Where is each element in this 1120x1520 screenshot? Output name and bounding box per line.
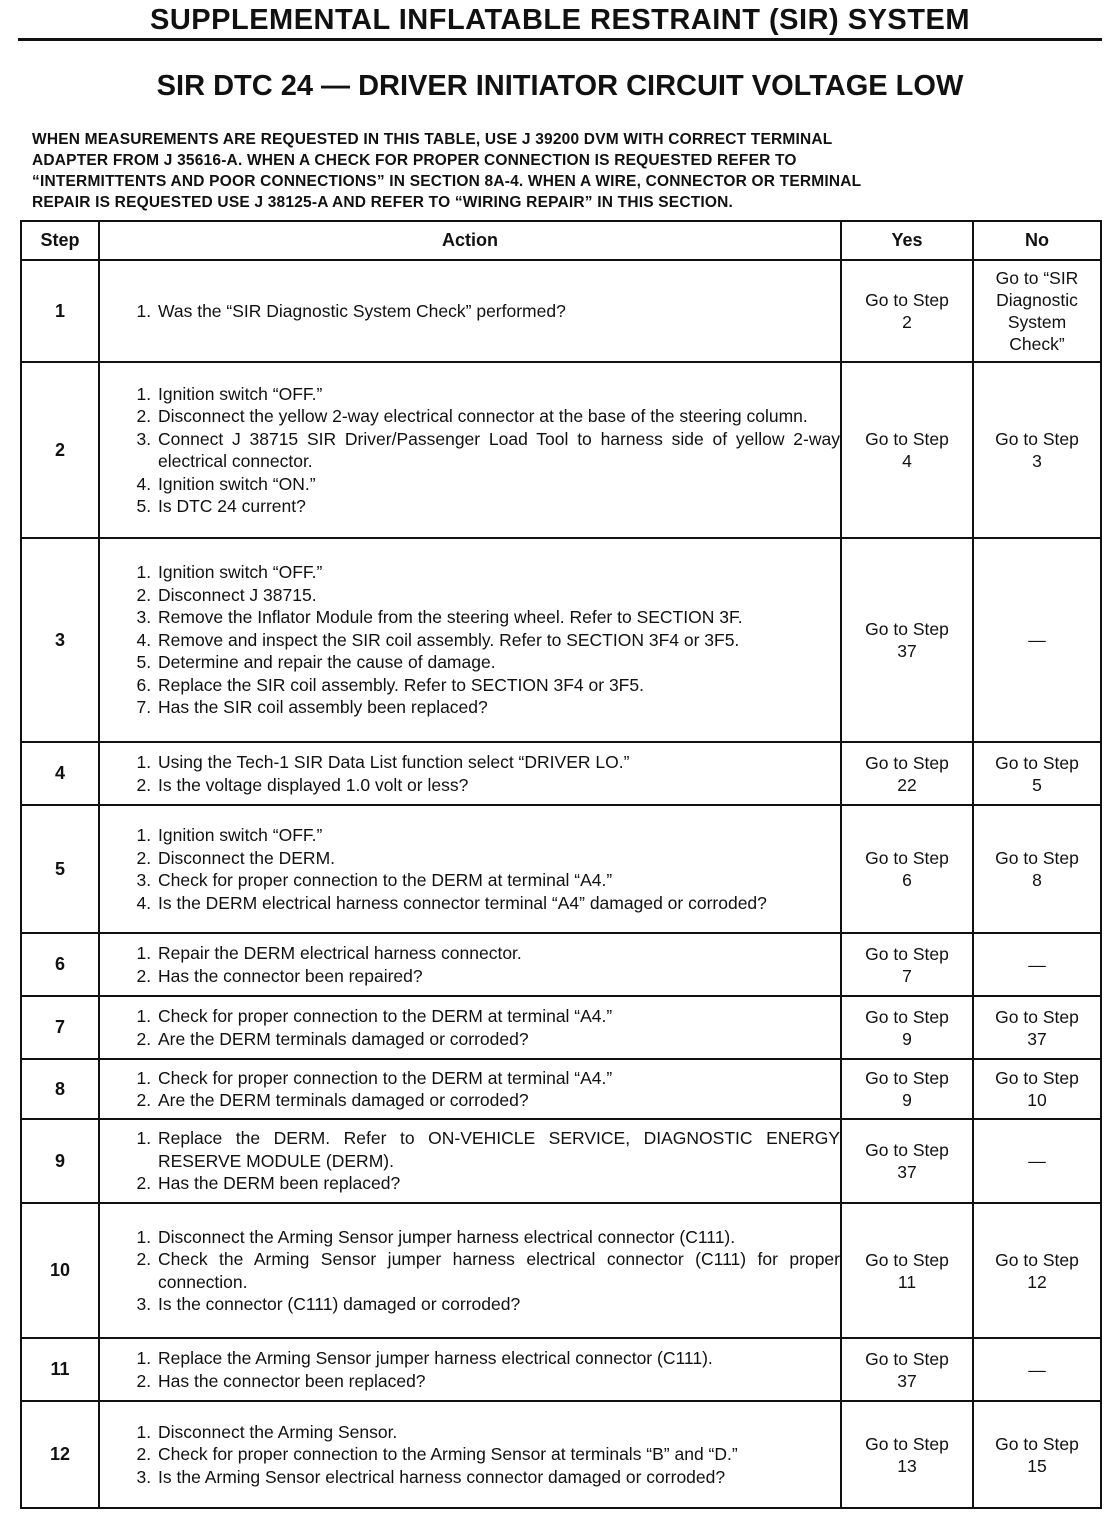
result-no-line: 12 <box>1027 1271 1047 1292</box>
action-list <box>100 1347 840 1392</box>
action-list <box>100 383 840 518</box>
step-number: 7 <box>21 996 99 1059</box>
action-item: 5. Determine and repair the cause of damage. <box>156 651 840 674</box>
diagnostic-table <box>20 220 1102 1509</box>
result-yes-line: 37 <box>897 1370 917 1391</box>
action-item: 2. Has the connector been replaced? <box>156 1370 840 1393</box>
action-item: 2. Check for proper connection to the Arming Sensor at terminals “B” and “D.” <box>156 1443 840 1466</box>
step-action <box>99 1401 841 1508</box>
result-yes <box>841 260 973 362</box>
result-yes-line: 4 <box>902 451 912 471</box>
action-item: 1. Ignition switch “OFF.” <box>156 383 840 406</box>
table-row <box>21 996 1101 1059</box>
result-no-line: 37 <box>1027 1028 1047 1049</box>
step-number: 6 <box>21 933 99 996</box>
result-yes-line: Go to Step <box>865 1068 949 1088</box>
result-no-line: Go to “SIR <box>995 268 1079 288</box>
table-row <box>21 933 1101 996</box>
result-no-line: — <box>1028 954 1046 975</box>
action-item: 5. Is DTC 24 current? <box>156 495 840 518</box>
action-item: 4. Remove and inspect the SIR coil assembly. Refer to SECTION 3F4 or 3F5. <box>156 629 840 652</box>
action-list <box>100 1067 840 1112</box>
step-action <box>99 260 841 362</box>
result-yes-line: Go to Step <box>865 1006 949 1027</box>
result-yes <box>841 1338 973 1401</box>
table-row <box>21 538 1101 742</box>
result-no <box>973 1059 1101 1119</box>
header-rule <box>18 38 1102 41</box>
instruction-line: WHEN MEASUREMENTS ARE REQUESTED IN THIS TABLE, USE J 39200 DVM WITH CORRECT TERMINAL <box>32 131 833 148</box>
action-list <box>100 824 840 914</box>
action-list <box>100 1421 840 1489</box>
result-no <box>973 933 1101 996</box>
table-header-row <box>21 221 1101 260</box>
result-yes-line: 9 <box>902 1028 912 1049</box>
page-title: SIR DTC 24 — DRIVER INITIATOR CIRCUIT VOLTAGE LOW <box>156 70 964 102</box>
result-no-line: Check” <box>1009 334 1065 354</box>
step-action <box>99 996 841 1059</box>
action-list <box>100 1226 840 1316</box>
step-action <box>99 805 841 933</box>
result-yes <box>841 1059 973 1119</box>
step-number: 3 <box>21 538 99 742</box>
result-no-line: 15 <box>1027 1455 1047 1476</box>
action-list <box>100 942 840 987</box>
step-action <box>99 1119 841 1203</box>
result-no <box>973 1203 1101 1338</box>
table-row <box>21 260 1101 362</box>
result-no <box>973 742 1101 805</box>
result-yes <box>841 1203 973 1338</box>
result-no-line: 8 <box>1032 870 1042 890</box>
result-no-line: System <box>1007 312 1067 332</box>
action-item: 1. Repair the DERM electrical harness connector. <box>156 942 840 965</box>
action-item: 1. Disconnect the Arming Sensor. <box>156 1421 840 1444</box>
result-no-line: 10 <box>1027 1090 1047 1110</box>
action-item: 4. Is the DERM electrical harness connector terminal “A4” damaged or corroded? <box>156 892 840 915</box>
action-item: 3. Connect J 38715 SIR Driver/Passenger Load Tool to harness side of yellow 2-way electrical connector. <box>156 428 840 473</box>
result-yes-line: 13 <box>897 1455 917 1476</box>
step-action <box>99 538 841 742</box>
table-row <box>21 1338 1101 1401</box>
action-item: 2. Has the DERM been replaced? <box>156 1172 840 1195</box>
result-no-line: Go to Step <box>995 429 1079 449</box>
header-step: Step <box>21 221 99 260</box>
result-no <box>973 1338 1101 1401</box>
step-action <box>99 1338 841 1401</box>
action-item: 2. Disconnect J 38715. <box>156 584 840 607</box>
action-item: 1. Using the Tech-1 SIR Data List function select “DRIVER LO.” <box>156 751 840 774</box>
action-item: 2. Are the DERM terminals damaged or corroded? <box>156 1089 840 1112</box>
result-no <box>973 1119 1101 1203</box>
table-row <box>21 1401 1101 1508</box>
instruction-line: ADAPTER FROM J 35616-A. WHEN A CHECK FOR PROPER CONNECTION IS REQUESTED REFER TO <box>32 152 797 169</box>
header-action: Action <box>99 221 841 260</box>
result-yes-line: Go to Step <box>865 752 949 773</box>
result-yes-line: Go to Step <box>865 429 949 449</box>
result-no-line: — <box>1028 630 1046 650</box>
action-item: 1. Replace the Arming Sensor jumper harness electrical connector (C111). <box>156 1347 840 1370</box>
action-item: 2. Disconnect the DERM. <box>156 847 840 870</box>
step-number: 8 <box>21 1059 99 1119</box>
result-yes-line: Go to Step <box>865 619 949 639</box>
step-number: 12 <box>21 1401 99 1508</box>
action-list <box>100 561 840 719</box>
result-yes-line: 2 <box>902 312 912 332</box>
result-yes-line: Go to Step <box>865 1433 949 1454</box>
table-row <box>21 362 1101 538</box>
result-no <box>973 1401 1101 1508</box>
result-yes <box>841 996 973 1059</box>
action-item: 2. Check the Arming Sensor jumper harness electrical connector (C111) for proper connection. <box>156 1248 840 1293</box>
result-no <box>973 260 1101 362</box>
result-no-line: Go to Step <box>995 1006 1079 1027</box>
table-row <box>21 742 1101 805</box>
step-action <box>99 1059 841 1119</box>
action-item: 1. Disconnect the Arming Sensor jumper harness electrical connector (C111). <box>156 1226 840 1249</box>
result-no-line: Diagnostic <box>996 290 1078 310</box>
step-number: 1 <box>21 260 99 362</box>
action-item: 1. Replace the DERM. Refer to ON-VEHICLE SERVICE, DIAGNOSTIC ENERGY RESERVE MODULE (DERM). <box>156 1127 840 1172</box>
action-item: 1. Ignition switch “OFF.” <box>156 561 840 584</box>
step-number: 9 <box>21 1119 99 1203</box>
result-yes-line: 37 <box>897 641 917 661</box>
result-yes-line: Go to Step <box>865 848 949 868</box>
result-yes-line: Go to Step <box>865 1348 949 1369</box>
result-yes <box>841 538 973 742</box>
result-yes <box>841 933 973 996</box>
result-yes <box>841 805 973 933</box>
action-item: 2. Disconnect the yellow 2-way electrical connector at the base of the steering column. <box>156 405 840 428</box>
result-no-line: Go to Step <box>995 752 1079 773</box>
action-item: 1. Was the “SIR Diagnostic System Check” performed? <box>156 300 840 323</box>
step-action <box>99 742 841 805</box>
result-yes <box>841 1119 973 1203</box>
action-item: 1. Check for proper connection to the DERM at terminal “A4.” <box>156 1067 840 1090</box>
result-yes-line: 37 <box>897 1162 917 1182</box>
action-list <box>100 751 840 796</box>
result-yes-line: Go to Step <box>865 290 949 310</box>
result-yes-line: 22 <box>897 774 917 795</box>
result-yes-line: Go to Step <box>865 1140 949 1160</box>
action-item: 2. Has the connector been repaired? <box>156 965 840 988</box>
result-no-line: Go to Step <box>995 1249 1079 1270</box>
result-yes-line: 9 <box>902 1090 912 1110</box>
step-number: 4 <box>21 742 99 805</box>
header-yes: Yes <box>841 221 973 260</box>
result-yes-line: 11 <box>897 1271 917 1292</box>
action-list <box>100 300 840 323</box>
result-yes-line: 6 <box>902 870 912 890</box>
action-item: 3. Check for proper connection to the DERM at terminal “A4.” <box>156 869 840 892</box>
section-header: SUPPLEMENTAL INFLATABLE RESTRAINT (SIR) SYSTEM <box>150 4 970 36</box>
table-row <box>21 805 1101 933</box>
result-no-line: Go to Step <box>995 848 1079 868</box>
result-no-line: Go to Step <box>995 1433 1079 1454</box>
action-item: 6. Replace the SIR coil assembly. Refer to SECTION 3F4 or 3F5. <box>156 674 840 697</box>
step-number: 5 <box>21 805 99 933</box>
step-action <box>99 1203 841 1338</box>
instruction-line: “INTERMITTENTS AND POOR CONNECTIONS” IN SECTION 8A-4. WHEN A WIRE, CONNECTOR OR TERMINAL <box>32 173 862 190</box>
action-item: 7. Has the SIR coil assembly been replaced? <box>156 696 840 719</box>
instruction-line: REPAIR IS REQUESTED USE J 38125-A AND REFER TO “WIRING REPAIR” IN THIS SECTION. <box>32 194 734 211</box>
result-no <box>973 362 1101 538</box>
instructions <box>32 129 1092 213</box>
action-item: 1. Check for proper connection to the DERM at terminal “A4.” <box>156 1005 840 1028</box>
action-item: 3. Remove the Inflator Module from the steering wheel. Refer to SECTION 3F. <box>156 606 840 629</box>
table-row <box>21 1059 1101 1119</box>
result-yes-line: Go to Step <box>865 943 949 964</box>
step-action <box>99 362 841 538</box>
result-no-line: 5 <box>1032 774 1042 795</box>
result-no-line: 3 <box>1032 451 1042 471</box>
action-item: 2. Is the voltage displayed 1.0 volt or less? <box>156 774 840 797</box>
result-yes <box>841 1401 973 1508</box>
step-number: 10 <box>21 1203 99 1338</box>
action-item: 3. Is the connector (C111) damaged or corroded? <box>156 1293 840 1316</box>
action-item: 4. Ignition switch “ON.” <box>156 473 840 496</box>
result-no-line: Go to Step <box>995 1068 1079 1088</box>
action-item: 3. Is the Arming Sensor electrical harness connector damaged or corroded? <box>156 1466 840 1489</box>
result-yes-line: 7 <box>902 965 912 986</box>
action-item: 1. Ignition switch “OFF.” <box>156 824 840 847</box>
step-number: 11 <box>21 1338 99 1401</box>
result-no <box>973 538 1101 742</box>
table-row <box>21 1203 1101 1338</box>
step-action <box>99 933 841 996</box>
step-number: 2 <box>21 362 99 538</box>
result-yes <box>841 362 973 538</box>
result-no <box>973 996 1101 1059</box>
action-list <box>100 1127 840 1195</box>
result-yes-line: Go to Step <box>865 1249 949 1270</box>
result-yes <box>841 742 973 805</box>
action-item: 2. Are the DERM terminals damaged or corroded? <box>156 1028 840 1051</box>
header-no: No <box>973 221 1101 260</box>
result-no <box>973 805 1101 933</box>
result-no-line: — <box>1028 1359 1046 1380</box>
result-no-line: — <box>1028 1151 1046 1171</box>
action-list <box>100 1005 840 1050</box>
table-row <box>21 1119 1101 1203</box>
